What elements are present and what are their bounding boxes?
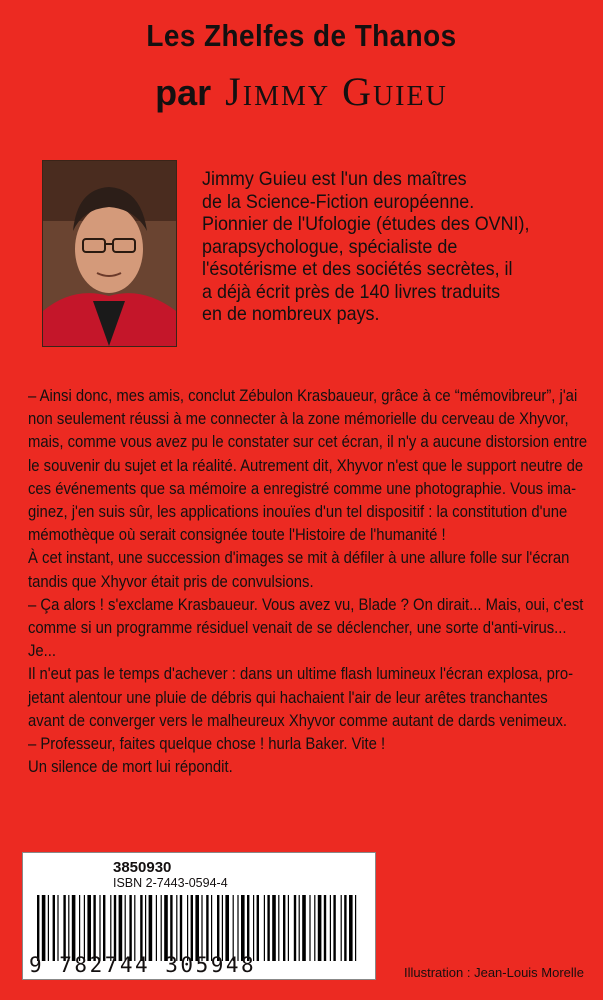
- bio-line: a déjà écrit près de 140 livres traduits: [202, 280, 501, 303]
- bio-line: en de nombreux pays.: [202, 303, 380, 325]
- story-line: le souvenir du sujet et la réalité. Autrement dit, Xhyvor n'est que le support neutre de: [28, 456, 584, 475]
- story-line: Il n'eut pas le temps d'achever : dans un ultime flash lumineux l'écran explosa, pro-: [28, 665, 574, 684]
- book-title: Les Zhelfes de Thanos: [146, 18, 457, 53]
- product-code: 3850930: [113, 859, 172, 876]
- story-line: ginez, j'en suis sûr, les applications inouïes d'un tel dispositif : la constitution d'une: [28, 503, 568, 522]
- bio-line: Pionnier de l'Ufologie (études des OVNI),: [202, 213, 530, 235]
- barcode-icon: [37, 895, 359, 961]
- bio-line: parapsychologue, spécialiste de: [202, 235, 458, 258]
- story-line: Je...: [28, 642, 57, 661]
- story-line: comme si un programme résiduel venait de se déclencher, une sorte d'anti-virus...: [28, 619, 567, 638]
- author-name: Jimmy Guieu: [225, 69, 448, 114]
- author-prefix: par: [155, 72, 212, 113]
- story-line: tandis que Xhyvor était pris de convulsions.: [28, 572, 314, 591]
- story-line: – Ça alors ! s'exclame Krasbaueur. Vous avez vu, Blade ? On dirait... Mais, oui, c'est: [28, 595, 584, 614]
- bio-line: Jimmy Guieu est l'un des maîtres: [202, 168, 467, 190]
- barcode-panel: [22, 852, 376, 980]
- bio-line: de la Science-Fiction européenne.: [202, 190, 475, 213]
- author-bio: [202, 168, 552, 326]
- story-line: Un silence de mort lui répondit.: [28, 758, 233, 777]
- author-portrait-icon: [43, 161, 176, 346]
- story-line: avant de converger vers le malheureux Xhyvor comme autant de dards venimeux.: [28, 711, 568, 730]
- story-line: mais, comme vous avez pu le constater sur cet écran, il n'y a aucune distorsion entre: [28, 433, 588, 452]
- story-line: – Professeur, faites quelque chose ! hurla Baker. Vite !: [28, 735, 386, 754]
- story-line: – Ainsi donc, mes amis, conclut Zébulon Krasbaueur, grâce à ce “mémovibreur”, j'ai: [28, 387, 578, 405]
- author-line: [0, 68, 603, 117]
- story-line: À cet instant, une succession d'images se mit à défiler à une allure folle sur l'écran: [28, 549, 570, 568]
- story-excerpt: [28, 385, 588, 779]
- isbn-label: ISBN 2-7443-0594-4: [113, 876, 228, 890]
- story-line: mémothèque où serait consignée toute l'Histoire de l'humanité !: [28, 526, 446, 545]
- story-line: jetant alentour une pluie de débris qui hachaient l'air de leur arêtes tranchantes: [28, 688, 548, 707]
- author-portrait-photo: [42, 160, 177, 347]
- story-line: ces événements que sa mémoire a enregistré comme une photographie. Vous ima-: [28, 479, 577, 498]
- illustration-credit: Illustration : Jean-Louis Morelle: [404, 965, 584, 980]
- ean-number: 9 782744 305948: [29, 953, 257, 977]
- story-line: non seulement réussi à me connecter à la zone mémorielle du cerveau de Xhyvor,: [28, 410, 569, 429]
- bio-line: l'ésotérisme et des sociétés secrètes, il: [202, 258, 513, 280]
